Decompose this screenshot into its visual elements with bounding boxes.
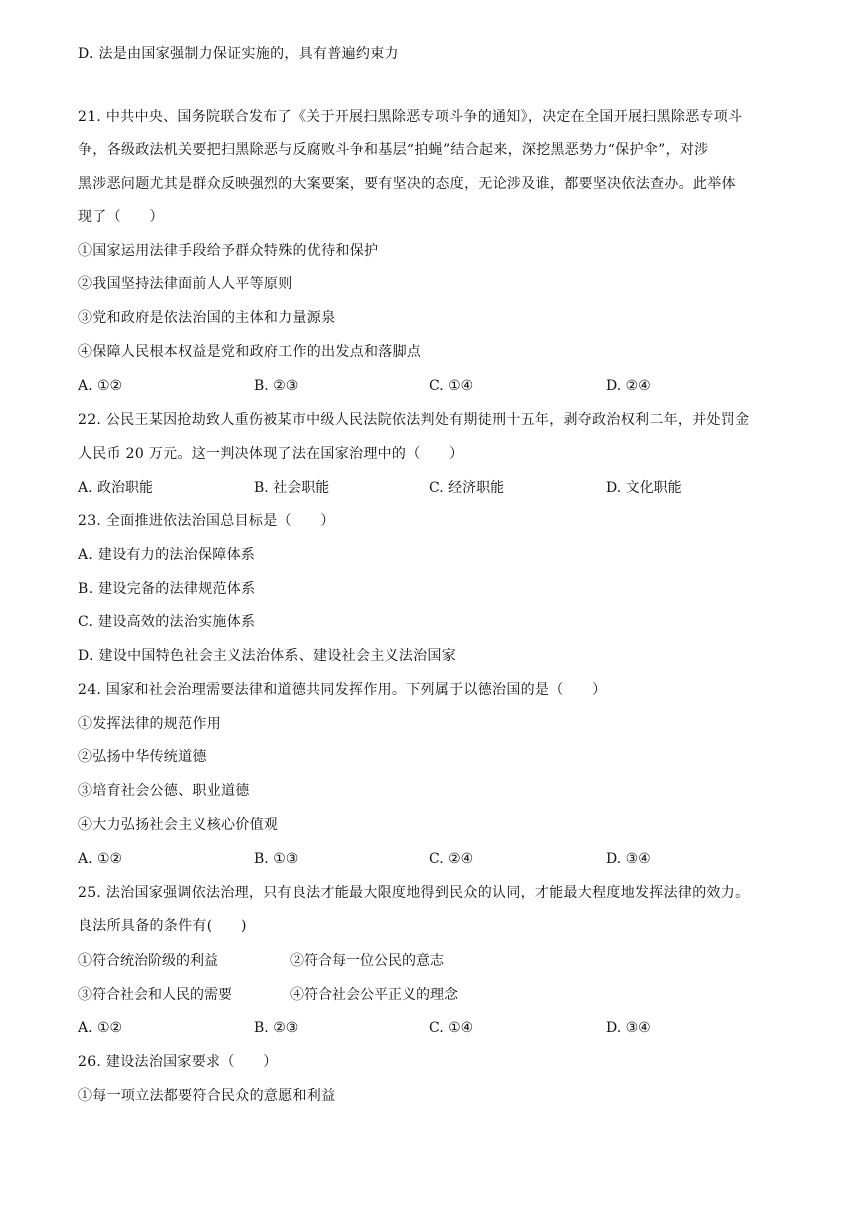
q26-item: ①每一项立法都要符合民众的意愿和利益 bbox=[78, 1088, 336, 1104]
q23-option-d[interactable]: D. 建设中国特色社会主义法治体系、建设社会主义法治国家 bbox=[78, 648, 457, 664]
q23-option-b[interactable]: B. 建设完备的法律规范体系 bbox=[78, 581, 256, 597]
q21-option-d[interactable]: D. ②④ bbox=[606, 378, 651, 394]
q21-item: ①国家运用法律手段给予群众特殊的优待和保护 bbox=[78, 243, 379, 259]
q25-option-d[interactable]: D. ③④ bbox=[606, 1020, 651, 1036]
q22-options bbox=[78, 478, 778, 498]
q21-options bbox=[78, 376, 778, 396]
q20-option-d: D. 法是由国家强制力保证实施的，具有普遍约束力 bbox=[78, 46, 399, 62]
q24-item: ②弘扬中华传统道德 bbox=[78, 749, 207, 765]
q25-stem-line: 良法所具备的条件有( ) bbox=[78, 918, 247, 934]
q25-option-b[interactable]: B. ②③ bbox=[254, 1020, 299, 1036]
q25-item: ①符合统治阶级的利益 bbox=[78, 953, 218, 969]
q21-item: ④保障人民根本权益是党和政府工作的出发点和落脚点 bbox=[78, 344, 422, 360]
q24-stem: 24. 国家和社会治理需要法律和道德共同发挥作用。下列属于以德治国的是（ ） bbox=[78, 682, 607, 698]
q22-option-a[interactable]: A. 政治职能 bbox=[78, 480, 154, 496]
q24-option-a[interactable]: A. ①② bbox=[78, 851, 123, 867]
q21-option-a[interactable]: A. ①② bbox=[78, 378, 123, 394]
q22-stem-line: 22. 公民王某因抢劫致人重伤被某市中级人民法院依法判处有期徒刑十五年，剥夺政治权利二年，并处罚金 bbox=[78, 412, 750, 428]
q25-options bbox=[78, 1018, 778, 1038]
q24-option-d[interactable]: D. ③④ bbox=[606, 851, 651, 867]
q25-stem-line: 25. 法治国家强调依法治理，只有良法才能最大限度地得到民众的认同，才能最大程度地发挥法律的效力。 bbox=[78, 885, 750, 901]
q24-option-b[interactable]: B. ①③ bbox=[254, 851, 299, 867]
q24-item: ①发挥法律的规范作用 bbox=[78, 716, 221, 732]
q24-option-c[interactable]: C. ②④ bbox=[429, 851, 474, 867]
q21-stem-line: 现了（ ） bbox=[78, 209, 164, 225]
q25-item: ④符合社会公平正义的理念 bbox=[290, 987, 458, 1003]
q23-stem: 23. 全面推进依法治国总目标是（ ） bbox=[78, 513, 335, 529]
q23-option-c[interactable]: C. 建设高效的法治实施体系 bbox=[78, 614, 256, 630]
q24-options bbox=[78, 849, 778, 869]
q25-items-row bbox=[78, 985, 678, 1005]
q22-option-c[interactable]: C. 经济职能 bbox=[429, 480, 505, 496]
q21-item: ②我国坚持法律面前人人平等原则 bbox=[78, 276, 293, 292]
q25-items-row bbox=[78, 951, 678, 971]
q22-option-b[interactable]: B. 社会职能 bbox=[254, 480, 330, 496]
q26-stem: 26. 建设法治国家要求（ ） bbox=[78, 1054, 278, 1070]
q25-item: ③符合社会和人民的需要 bbox=[78, 987, 232, 1003]
q25-option-c[interactable]: C. ①④ bbox=[429, 1020, 474, 1036]
q24-item: ③培育社会公德、职业道德 bbox=[78, 783, 250, 799]
q24-item: ④大力弘扬社会主义核心价值观 bbox=[78, 817, 279, 833]
q21-option-b[interactable]: B. ②③ bbox=[254, 378, 299, 394]
q22-option-d[interactable]: D. 文化职能 bbox=[606, 480, 682, 496]
q21-stem-line: 黑涉恶问题尤其是群众反映强烈的大案要案，要有坚决的态度，无论涉及谁，都要坚决依法查办。此举体 bbox=[78, 176, 736, 192]
q21-stem-line: 21. 中共中央、国务院联合发布了《关于开展扫黑除恶专项斗争的通知》，决定在全国开展扫黑除恶专项斗 bbox=[78, 109, 743, 125]
q25-item: ②符合每一位公民的意志 bbox=[290, 953, 444, 969]
q21-option-c[interactable]: C. ①④ bbox=[429, 378, 474, 394]
q23-option-a[interactable]: A. 建设有力的法治保障体系 bbox=[78, 547, 256, 563]
q25-option-a[interactable]: A. ①② bbox=[78, 1020, 123, 1036]
q21-stem-line: 争，各级政法机关要把扫黑除恶与反腐败斗争和基层“拍蝇”结合起来，深挖黑恶势力“保护伞”，对涉 bbox=[78, 142, 709, 158]
q21-item: ③党和政府是依法治国的主体和力量源泉 bbox=[78, 310, 336, 326]
q22-stem-line: 人民币 20 万元。这一判决体现了法在国家治理中的（ ） bbox=[78, 446, 464, 462]
